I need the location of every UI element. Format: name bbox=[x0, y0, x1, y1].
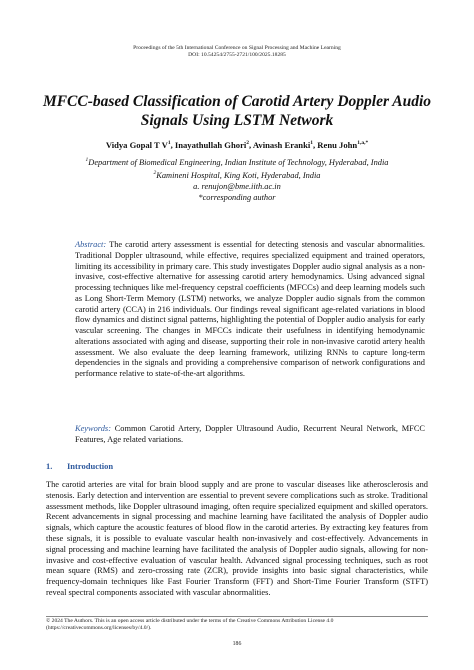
author-affil-mark: 2 bbox=[246, 140, 250, 147]
author-name: Inayathullah Ghori bbox=[174, 140, 247, 150]
running-header bbox=[0, 45, 474, 59]
section-number: 1. bbox=[46, 461, 53, 471]
author-affil-mark: 1,a,* bbox=[357, 140, 369, 147]
keywords-text: Common Carotid Artery, Doppler Ultrasound Audio, Recurrent Neural Network, MFCC Features, Age related variations. bbox=[75, 424, 426, 444]
keywords-label: Keywords: bbox=[75, 424, 111, 433]
doi-line: DOI: 10.54254/2755-2721/100/2025.18285 bbox=[188, 52, 286, 59]
license-line-1: © 2024 The Authors. This is an open access article distributed under the terms of the Creative Commons Attribution License 4.0 bbox=[46, 618, 334, 624]
corresponding-author-note: *corresponding author bbox=[198, 192, 276, 202]
title-line-1: MFCC-based Classification of Carotid Artery Doppler Audio bbox=[42, 93, 432, 110]
page-number: 186 bbox=[232, 641, 242, 647]
abstract-text: The carotid artery assessment is essential for detecting stenosis and vascular abnormalities. Traditional Doppler ultrasound, while effective, requires specialized equipment and trained operators, limiting its accessibility in primary care. This study investigates Doppler audio signal analysis as a non-invasive, cost-effective alternative for assessing carotid artery hemodynamics. Using advanced signal processing techniques like mel-frequency cepstral coefficients (MFCCs) and deep learning models such as Long Short-Term Memory (LSTM) networks, we analyze Doppler audio signals from the common carotid artery (CCA) in 216 individuals. Our findings reveal significant age-related variations in blood flow dynamics and distinct signal patterns, highlighting the potential of Doppler audio analysis for early vascular screening. The changes in MFCCs indicate their usefulness in identifying hemodynamic alterations associated with aging and disease, supporting their role in non-invasive carotid artery health assessment. We also evaluate the deep learning framework, utilizing RNNs to capture long-term dependencies in the signals and providing a comprehensive comparison of network configurations and performance relative to state-of-the-art algorithms. bbox=[75, 240, 425, 378]
author-name: Renu John bbox=[317, 140, 358, 150]
abstract bbox=[75, 240, 425, 380]
license-notice bbox=[46, 618, 432, 632]
author-separator: , bbox=[313, 140, 318, 150]
author-email[interactable]: a. renujon@bme.iith.ac.in bbox=[193, 181, 281, 191]
author-separator: , bbox=[170, 140, 175, 150]
abstract-label: Abstract: bbox=[75, 240, 107, 249]
keywords bbox=[75, 424, 425, 446]
author-name: Vidya Gopal T V bbox=[105, 140, 168, 150]
author-name: Avinash Eranki bbox=[252, 140, 311, 150]
conference-line: Proceedings of the 5th International Conference on Signal Processing and Machine Learning bbox=[133, 45, 341, 51]
section-title: Introduction bbox=[67, 461, 114, 471]
section-heading bbox=[46, 461, 113, 471]
title-line-2: Signals Using LSTM Network bbox=[140, 112, 334, 129]
affiliations bbox=[0, 155, 474, 203]
author-list bbox=[0, 140, 474, 150]
affiliation-2: $^2$Kamineni Hospital, King Koti, Hyderabad, India bbox=[153, 169, 321, 180]
footer-divider bbox=[46, 616, 428, 617]
author-separator: , bbox=[249, 140, 253, 150]
affiliation-mark: 2 bbox=[153, 169, 157, 176]
affiliation-mark: 1 bbox=[85, 157, 89, 163]
license-link[interactable]: (https://creativecommons.org/licenses/by/4.0/). bbox=[46, 625, 152, 631]
affiliation-1: $^1$Department of Biomedical Engineering, Indian Institute of Technology, Hyderabad, India bbox=[85, 157, 389, 167]
paper-title bbox=[20, 92, 454, 130]
author-affil-mark: 1 bbox=[167, 140, 171, 147]
introduction-paragraph: The carotid arteries are vital for brain blood supply and are prone to vascular diseases like atherosclerosis and stenosis. Early detection and intervention are essential to prevent severe complications such as stroke. Traditional assessment methods, like Doppler ultrasound imaging, often require specialized equipment and skilled operators. Recent advancements in signal processing and machine learning have facilitated the analysis of Doppler audio signals, which capture the acoustic features of blood flow in the carotid arteries. By extracting key features from these signals, it is possible to evaluate vascular health non-invasively and cost-effectively. Advancements in signal processing and machine learning have facilitated the analysis of Doppler audio signals, allowing for non-invasive and cost-effective evaluation of vascular health. Advanced signal processing techniques, such as root mean square (RMS) and zero-crossing rate (ZCR), provide insights into basic signal characteristics, while frequency-domain techniques like Fast Fourier Transform (FFT) and Short-Time Fourier Transform (STFT) reveal spectral components associated with vascular abnormalities. bbox=[46, 480, 428, 597]
author-affil-mark: 1 bbox=[310, 140, 313, 147]
